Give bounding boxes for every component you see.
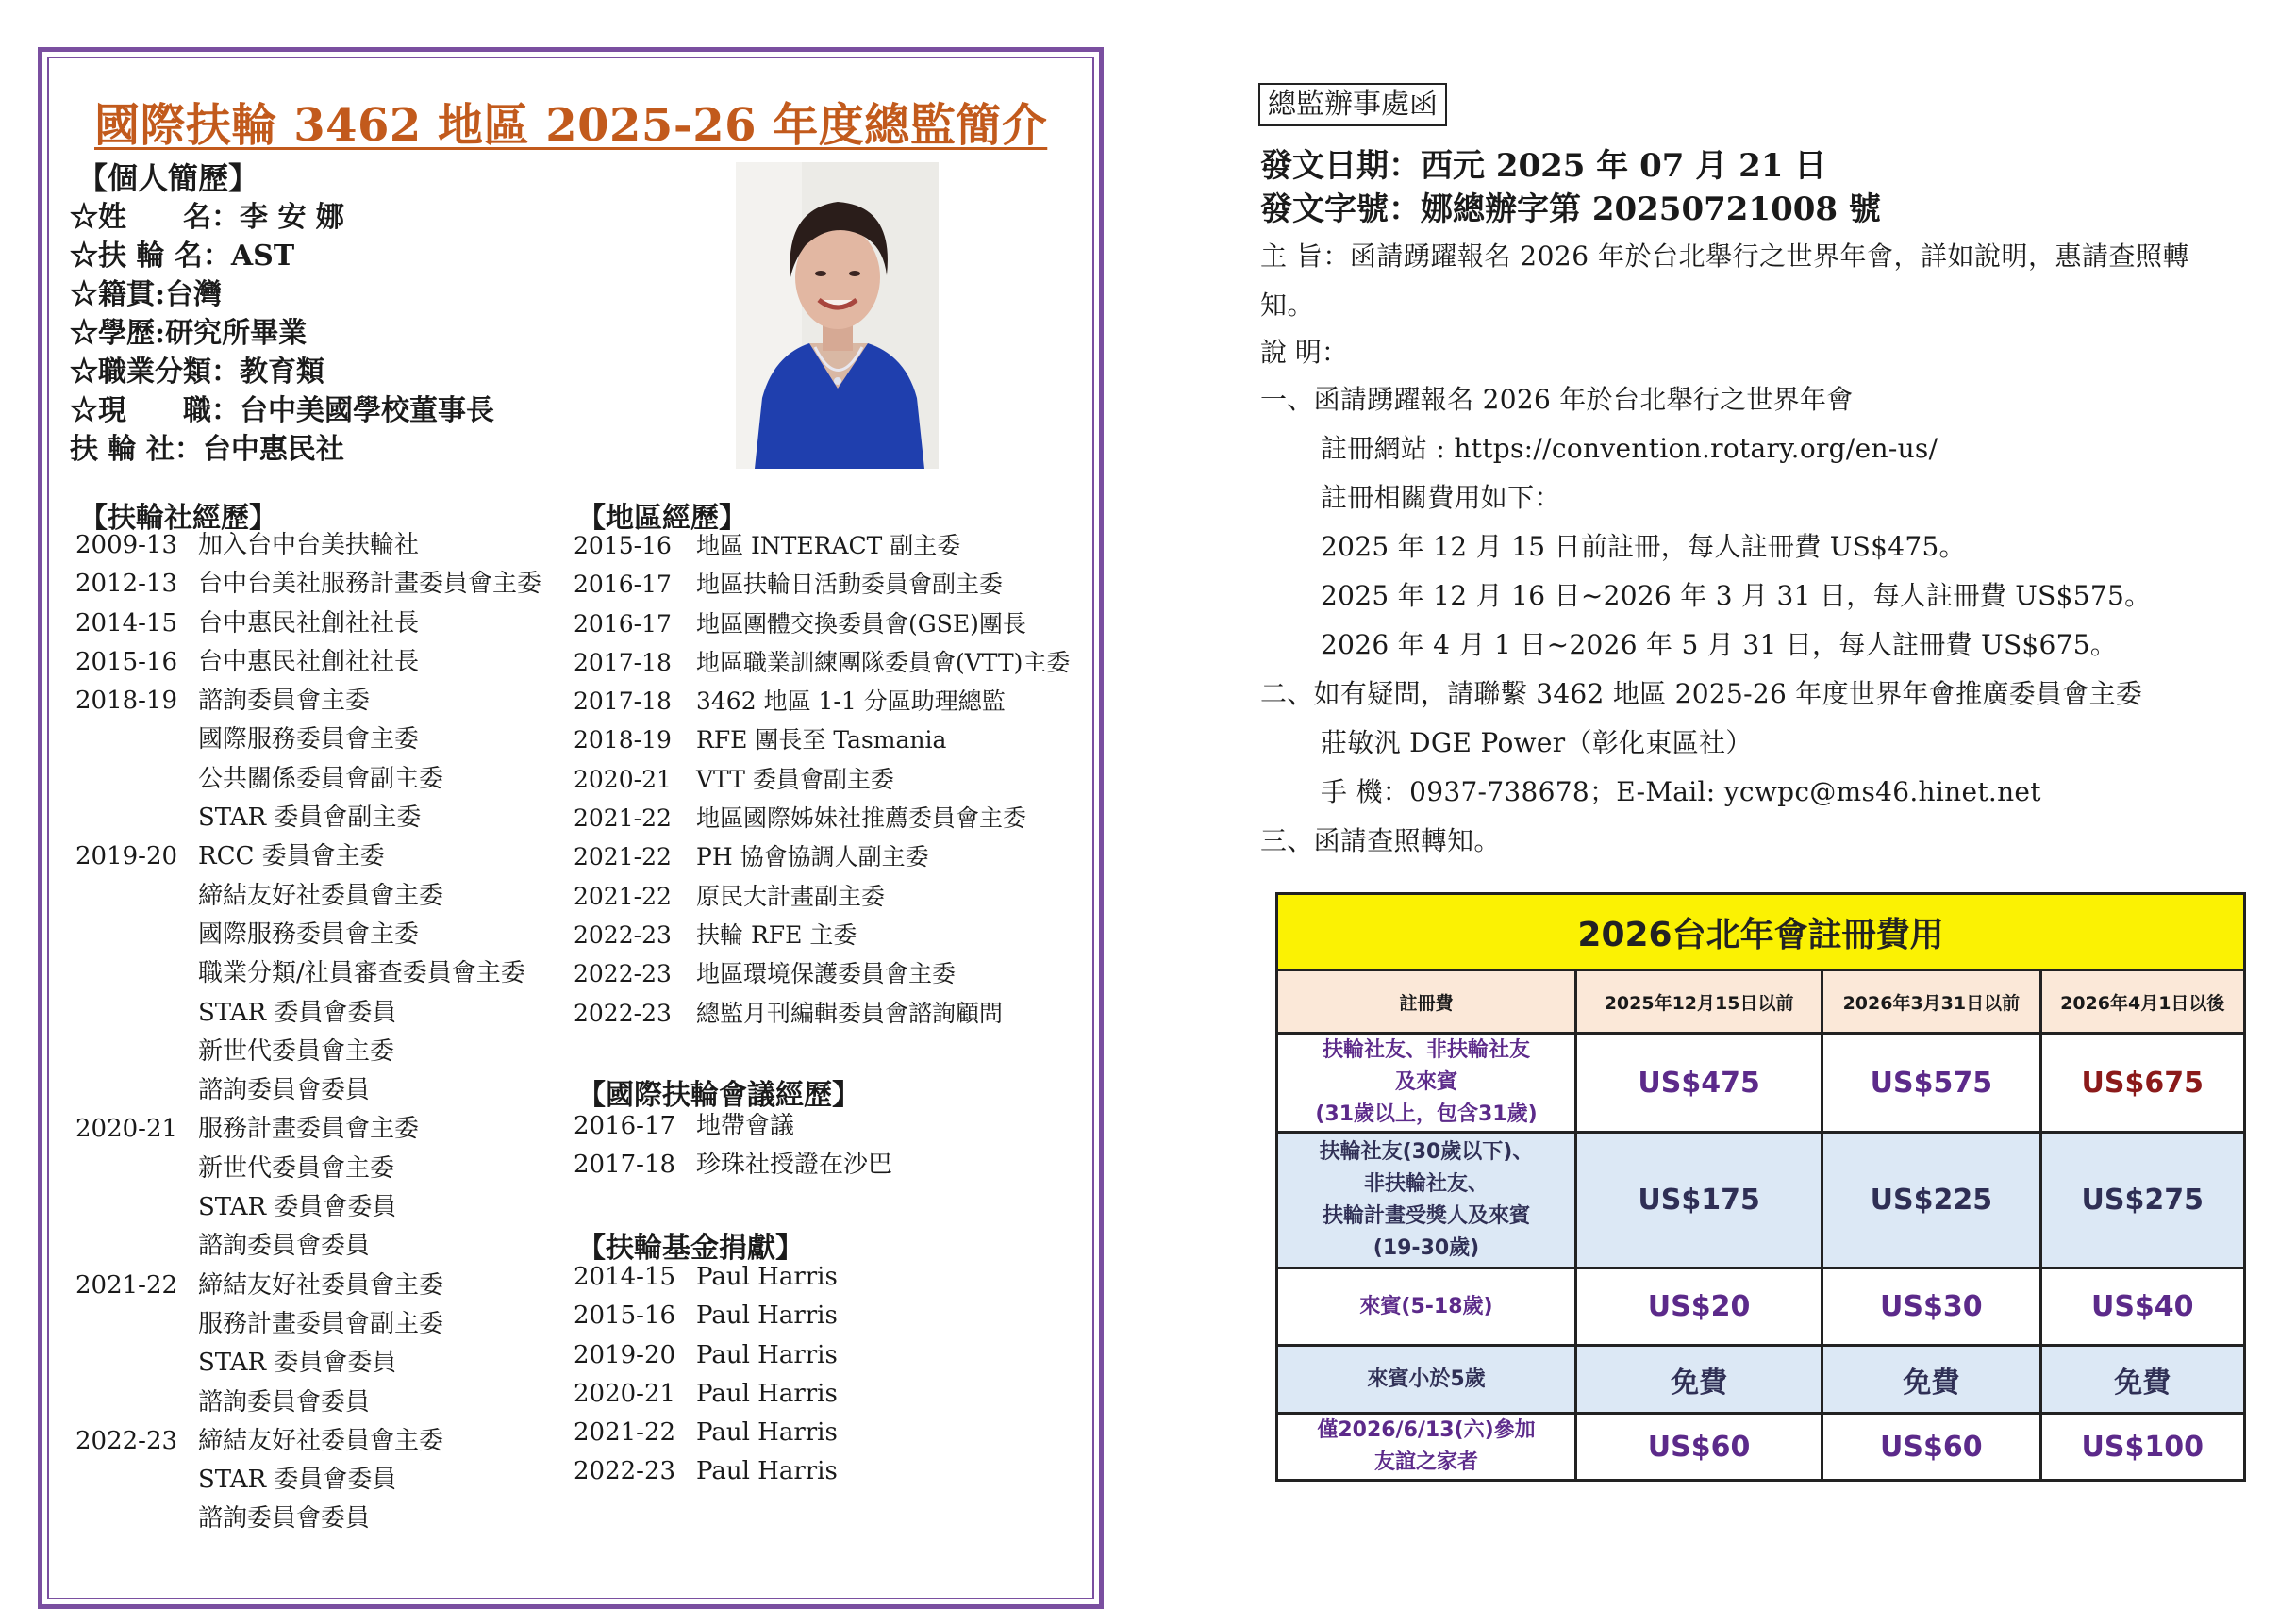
fee-row [1277, 1346, 2245, 1414]
history-row [75, 916, 541, 954]
history-year: 2022-23 [574, 920, 672, 949]
history-row [574, 916, 1070, 954]
fee-price-cell: US$275 [2040, 1133, 2244, 1268]
history-row [574, 643, 1070, 682]
bio-item: ☆籍貫:台灣 [70, 278, 223, 311]
history-year: 2015-16 [574, 1301, 676, 1331]
history-row [75, 954, 541, 993]
history-text: 台中惠民社創社社長 [198, 647, 420, 676]
bio-item: ☆扶 輪 名：AST [70, 240, 295, 273]
history-year: 2022-23 [574, 1457, 676, 1486]
history-row [75, 1500, 541, 1538]
bio-item: ☆職業分類：教育類 [70, 356, 324, 389]
history-text: 台中台美社服務計畫委員會主委 [198, 570, 542, 599]
history-row [574, 1452, 838, 1491]
history-year: 2014-15 [75, 608, 178, 638]
history-row [574, 565, 1070, 604]
history-text: 地帶會議 [696, 1112, 795, 1140]
history-year: 2017-18 [574, 1151, 676, 1180]
history-text: STAR 委員會副主委 [198, 804, 422, 833]
history-text: 台中惠民社創社社長 [198, 608, 420, 638]
history-row [75, 1305, 541, 1344]
history-row [75, 721, 541, 759]
history-text: 新世代委員會主委 [198, 1153, 395, 1183]
history-row [574, 1107, 892, 1146]
explanation-items [1260, 375, 2151, 866]
fee-header-cell: 2026年4月1日以後 [2040, 970, 2244, 1034]
history-row [75, 1033, 541, 1071]
history-row [574, 760, 1070, 799]
club-history-list [75, 526, 541, 1539]
fee-price-cell: US$30 [1822, 1268, 2040, 1346]
history-row [75, 605, 541, 643]
fee-price-cell: US$60 [1576, 1414, 1822, 1481]
history-row [75, 1422, 541, 1461]
history-text: Paul Harris [696, 1457, 838, 1486]
history-row [75, 760, 541, 799]
fee-row-label-line: 僅2026/6/13(六)參加 [1317, 1418, 1536, 1442]
portrait-illustration [736, 162, 939, 469]
subject-text: 主 旨：函請踴躍報名 2026 年於台北舉行之世界年會，詳如說明，惠請查照轉知。 [1260, 240, 2189, 321]
history-row [574, 1336, 838, 1375]
office-label: 總監辦事處函 [1258, 83, 1447, 126]
history-row [574, 1297, 838, 1335]
history-year: 2021-22 [574, 882, 672, 910]
history-row [75, 565, 541, 604]
history-text: Paul Harris [696, 1263, 838, 1291]
fee-row-label-line: 來賓小於5歲 [1367, 1367, 1486, 1391]
history-text: 服務計畫委員會副主委 [198, 1309, 444, 1338]
explain-label: 說 明： [1260, 337, 1348, 368]
history-text: 原民大計畫副主委 [696, 882, 886, 910]
explanation-item: 三、函請查照轉知。 [1260, 825, 1501, 856]
history-row [75, 994, 541, 1033]
bio-item: ☆現 職：台中美國學校董事長 [70, 394, 494, 427]
history-year: 2019-20 [75, 842, 178, 871]
history-year: 2021-22 [574, 1418, 676, 1448]
history-text: 服務計畫委員會主委 [198, 1115, 420, 1144]
foundation-heading: 【扶輪基金捐獻】 [577, 1232, 804, 1265]
registration-fee-table [1275, 892, 2246, 1482]
fee-price-cell: 免費 [1576, 1346, 1822, 1414]
district-history-list [574, 526, 1070, 1033]
fee-row-label-line: 非扶輪社友、 [1364, 1171, 1489, 1196]
history-text: 扶輪 RFE 主委 [696, 920, 857, 949]
history-text: 諮詢委員會委員 [198, 1387, 371, 1417]
history-text: STAR 委員會委員 [198, 1349, 397, 1378]
fee-table-title: 2026台北年會註冊費用 [1277, 894, 2245, 970]
history-text: 諮詢委員會主委 [198, 687, 371, 716]
explanation-item: 2025 年 12 月 15 日前註冊，每人註冊費 US$475。 [1321, 531, 1966, 562]
history-year: 2020-21 [574, 765, 672, 793]
explanation-item: 2026 年 4 月 1 日~2026 年 5 月 31 日，每人註冊費 US$675。 [1321, 629, 2118, 660]
fee-row-label [1277, 1346, 1576, 1414]
history-year: 2018-19 [75, 687, 178, 716]
bio-list [70, 198, 494, 469]
fee-row-label-line: 友誼之家者 [1374, 1450, 1479, 1474]
club-history-heading: 【扶輪社經歷】 [79, 502, 277, 535]
history-text: RCC 委員會主委 [198, 842, 385, 871]
history-text: 地區環境保護委員會主委 [696, 960, 957, 988]
history-row [75, 837, 541, 876]
history-row [574, 1414, 838, 1452]
fee-row-label [1277, 1133, 1576, 1268]
history-text: STAR 委員會委員 [198, 1193, 397, 1222]
history-row [75, 1344, 541, 1383]
history-row [75, 1267, 541, 1305]
history-text: Paul Harris [696, 1301, 838, 1331]
history-row [75, 1461, 541, 1500]
history-row [574, 994, 1070, 1033]
history-year: 2022-23 [574, 960, 672, 988]
history-text: VTT 委員會副主委 [696, 765, 894, 793]
history-row [574, 721, 1070, 759]
history-row [574, 954, 1070, 993]
explanation-item: 手 機：0937-738678；E-Mail: ycwpc@ms46.hinet.net [1321, 776, 2041, 807]
history-row [574, 837, 1070, 876]
history-year: 2015-16 [574, 532, 672, 559]
fee-header-cell: 註冊費 [1277, 970, 1576, 1034]
history-row [75, 1150, 541, 1188]
history-text: 珍珠社授證在沙巴 [696, 1151, 893, 1180]
explanation-item: 一、函請踴躍報名 2026 年於台北舉行之世界年會 [1260, 384, 1854, 415]
history-text: 公共關係委員會副主委 [198, 764, 444, 793]
fee-price-cell: 免費 [1822, 1346, 2040, 1414]
history-year: 2021-22 [75, 1270, 178, 1300]
fee-row-label-line: 扶輪社友(30歲以下)、 [1319, 1139, 1534, 1164]
governor-photo [736, 162, 939, 469]
fee-table-header [1277, 970, 2245, 1034]
history-text: STAR 委員會委員 [198, 998, 397, 1027]
history-year: 2017-18 [574, 688, 672, 716]
history-row [574, 526, 1070, 565]
history-year: 2012-13 [75, 570, 178, 599]
fee-row-label [1277, 1034, 1576, 1133]
explanation-item: 註冊網站 : https://convention.rotary.org/en-us/ [1321, 433, 1938, 464]
explanation-item: 2025 年 12 月 16 日~2026 年 3 月 31 日，每人註冊費 US$575。 [1321, 580, 2152, 611]
issue-date: 發文日期：西元 2025 年 07 月 21 日 [1260, 147, 1827, 185]
history-text: 地區國際姊妹社推薦委員會主委 [696, 804, 1027, 833]
fee-header-cell: 2026年3月31日以前 [1822, 970, 2040, 1034]
history-year: 2017-18 [574, 648, 672, 676]
fee-price-cell: US$675 [2040, 1034, 2244, 1133]
history-row [574, 1146, 892, 1185]
history-row [75, 799, 541, 837]
history-row [75, 1188, 541, 1227]
history-text: 地區職業訓練團隊委員會(VTT)主委 [696, 648, 1071, 676]
history-year: 2019-20 [574, 1340, 676, 1369]
history-row [574, 799, 1070, 837]
explanation-item: 二、如有疑問，請聯繫 3462 地區 2025-26 年度世界年會推廣委員會主委 [1260, 678, 2143, 709]
fee-row-label-line: 扶輪社友、非扶輪社友 [1323, 1038, 1531, 1062]
history-year: 2018-19 [574, 726, 672, 754]
district-history-heading: 【地區經歷】 [577, 502, 747, 535]
history-text: 諮詢委員會委員 [198, 1076, 371, 1105]
history-year: 2016-17 [574, 571, 672, 599]
explanation-item: 莊敏汎 DGE Power（彰化東區社） [1321, 727, 1753, 758]
foundation-list [574, 1258, 838, 1492]
history-text: 新世代委員會主委 [198, 1036, 395, 1066]
fee-row-label [1277, 1268, 1576, 1346]
fee-price-cell: US$20 [1576, 1268, 1822, 1346]
history-text: Paul Harris [696, 1340, 838, 1369]
history-text: 國際服務委員會主委 [198, 920, 420, 949]
history-row [574, 1258, 838, 1297]
intl-history-heading: 【國際扶輪會議經歷】 [577, 1079, 860, 1112]
fee-price-cell: US$575 [1822, 1034, 2040, 1133]
fee-row [1277, 1133, 2245, 1268]
history-text: 諮詢委員會委員 [198, 1504, 371, 1533]
history-row [75, 643, 541, 682]
history-row [75, 1110, 541, 1149]
history-text: 地區扶輪日活動委員會副主委 [696, 571, 1004, 599]
history-year: 2015-16 [75, 647, 178, 676]
history-text: PH 協會協調人副主委 [696, 843, 929, 871]
history-year: 2022-23 [75, 1426, 178, 1455]
explanation-item: 註冊相關費用如下： [1321, 482, 1561, 513]
fee-price-cell: US$175 [1576, 1133, 1822, 1268]
history-row [574, 1375, 838, 1414]
fee-header-cell: 2025年12月15日以前 [1576, 970, 1822, 1034]
history-text: 總監月刊編輯委員會諮詢顧問 [696, 999, 1004, 1027]
fee-price-cell: US$60 [1822, 1414, 2040, 1481]
history-row [75, 682, 541, 721]
history-text: 職業分類/社員審查委員會主委 [198, 959, 525, 988]
fee-row-label-line: (19-30歲) [1373, 1235, 1480, 1260]
history-row [75, 877, 541, 916]
history-year: 2021-22 [574, 804, 672, 833]
history-text: 締結友好社委員會主委 [198, 881, 444, 910]
page-title: 國際扶輪 3462 地區 2025-26 年度總監簡介 [94, 99, 1048, 152]
fee-row [1277, 1268, 2245, 1346]
history-row [75, 1384, 541, 1422]
history-text: RFE 團長至 Tasmania [696, 726, 947, 754]
history-row [574, 605, 1070, 643]
history-text: 3462 地區 1-1 分區助理總監 [696, 688, 1006, 716]
fee-row-label-line: 來賓(5-18歲) [1359, 1294, 1493, 1318]
history-text: 諮詢委員會委員 [198, 1232, 371, 1261]
history-row [75, 1227, 541, 1266]
fee-price-cell: US$100 [2040, 1414, 2244, 1481]
history-year: 2022-23 [574, 999, 672, 1027]
fee-row [1277, 1034, 2245, 1133]
history-text: 國際服務委員會主委 [198, 725, 420, 754]
history-text: Paul Harris [696, 1418, 838, 1448]
history-row [75, 526, 541, 565]
bio-item: 扶 輪 社：台中惠民社 [70, 433, 344, 466]
fee-row-label-line: 扶輪計畫受獎人及來賓 [1323, 1203, 1531, 1228]
history-text: 締結友好社委員會主委 [198, 1270, 444, 1300]
document-number: 發文字號：娜總辦字第 20250721008 號 [1260, 191, 1881, 228]
history-row [75, 1071, 541, 1110]
fee-row [1277, 1414, 2245, 1481]
history-year: 2016-17 [574, 609, 672, 638]
bio-item: ☆學歷:研究所畢業 [70, 317, 308, 350]
history-text: STAR 委員會委員 [198, 1466, 397, 1495]
history-row [574, 682, 1070, 721]
fee-price-cell: 免費 [2040, 1346, 2244, 1414]
intl-history-list [574, 1107, 892, 1185]
history-year: 2020-21 [574, 1379, 676, 1408]
history-text: 加入台中台美扶輪社 [198, 531, 420, 559]
history-year: 2016-17 [574, 1112, 676, 1140]
history-year: 2009-13 [75, 531, 178, 559]
history-year: 2021-22 [574, 843, 672, 871]
fee-price-cell: US$475 [1576, 1034, 1822, 1133]
history-text: 地區 INTERACT 副主委 [696, 532, 961, 559]
fee-row-label [1277, 1414, 1576, 1481]
fee-price-cell: US$225 [1822, 1133, 2040, 1268]
history-text: 地區團體交換委員會(GSE)團長 [696, 609, 1026, 638]
history-text: Paul Harris [696, 1379, 838, 1408]
history-year: 2014-15 [574, 1263, 676, 1291]
history-row [574, 877, 1070, 916]
bio-heading: 【個人簡歷】 [77, 160, 259, 196]
bio-item: ☆姓 名：李 安 娜 [70, 201, 344, 234]
fee-row-label-line: (31歲以上，包含31歲) [1315, 1102, 1538, 1126]
history-text: 締結友好社委員會主委 [198, 1426, 444, 1455]
fee-row-label-line: 及來賓 [1395, 1070, 1458, 1094]
history-year: 2020-21 [75, 1115, 178, 1144]
fee-price-cell: US$40 [2040, 1268, 2244, 1346]
